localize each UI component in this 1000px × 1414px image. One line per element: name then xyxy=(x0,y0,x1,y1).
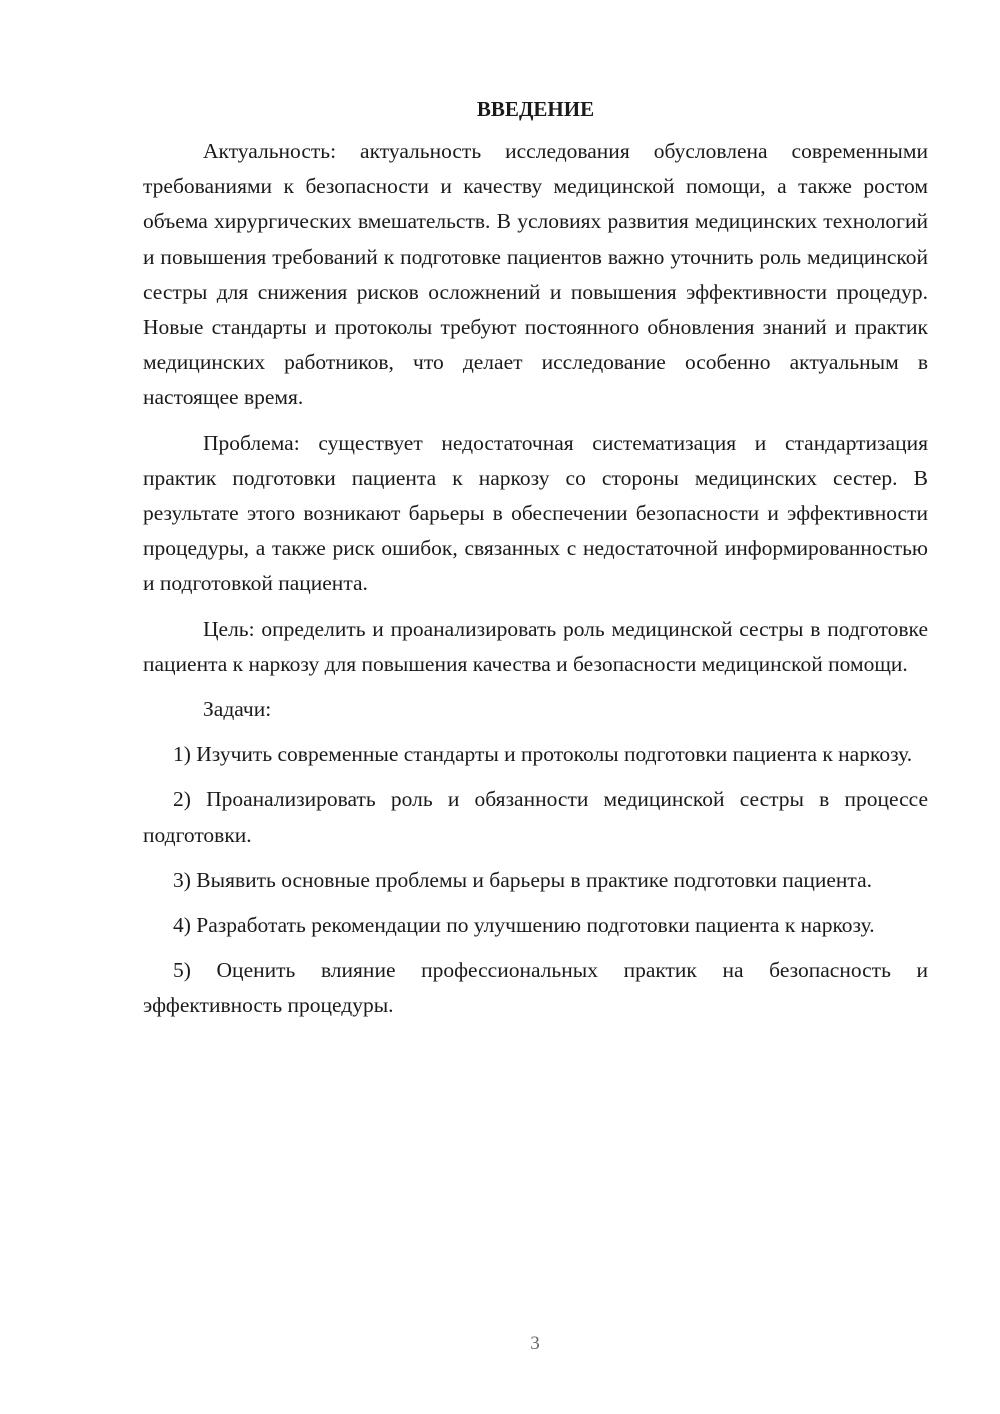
paragraph-goal: Цель: определить и проанализировать роль медицинской сестры в подготовке пациента к наркозу для повышения качества и безопасности медицинской помощи. xyxy=(143,616,928,676)
document-page xyxy=(143,92,928,1024)
task-item-2: 2) Проанализировать роль и обязанности медицинской сестры в процессе подготовки. xyxy=(143,787,928,847)
page-title: ВВЕДЕНИЕ xyxy=(476,97,595,121)
task-item-1: 1) Изучить современные стандарты и протоколы подготовки пациента к наркозу. xyxy=(173,742,913,767)
paragraph-problem: Проблема: существует недостаточная систематизация и стандартизация практик подготовки пациента к наркозу со стороны медицинских сестер. В результате этого возникают барьеры в обеспечении безопасности и эффективности процедуры, а также риск ошибок, связанных с недостаточной информированностью и подготовкой пациента. xyxy=(143,430,928,596)
task-item-4: 4) Разработать рекомендации по улучшению подготовки пациента к наркозу. xyxy=(173,913,875,938)
task-item-5: 5) Оценить влияние профессиональных практик на безопасность и эффективность процедуры. xyxy=(143,958,928,1018)
paragraph-relevance: Актуальность: актуальность исследования обусловлена современными требованиями к безопасности и качеству медицинской помощи, а также ростом объема хирургических вмешательств. В условиях развития медицинских технологий и повышения требований к подготовке пациентов важно уточнить роль медицинской сестры для снижения рисков осложнений и повышения эффективности процедур. Новые стандарты и протоколы требуют постоянного обновления знаний и практик медицинских работников, что делает исследование особенно актуальным в настоящее время. xyxy=(143,139,928,410)
tasks-label: Задачи: xyxy=(203,697,272,722)
task-item-3: 3) Выявить основные проблемы и барьеры в практике подготовки пациента. xyxy=(173,867,873,892)
page-number: 3 xyxy=(530,1333,540,1354)
